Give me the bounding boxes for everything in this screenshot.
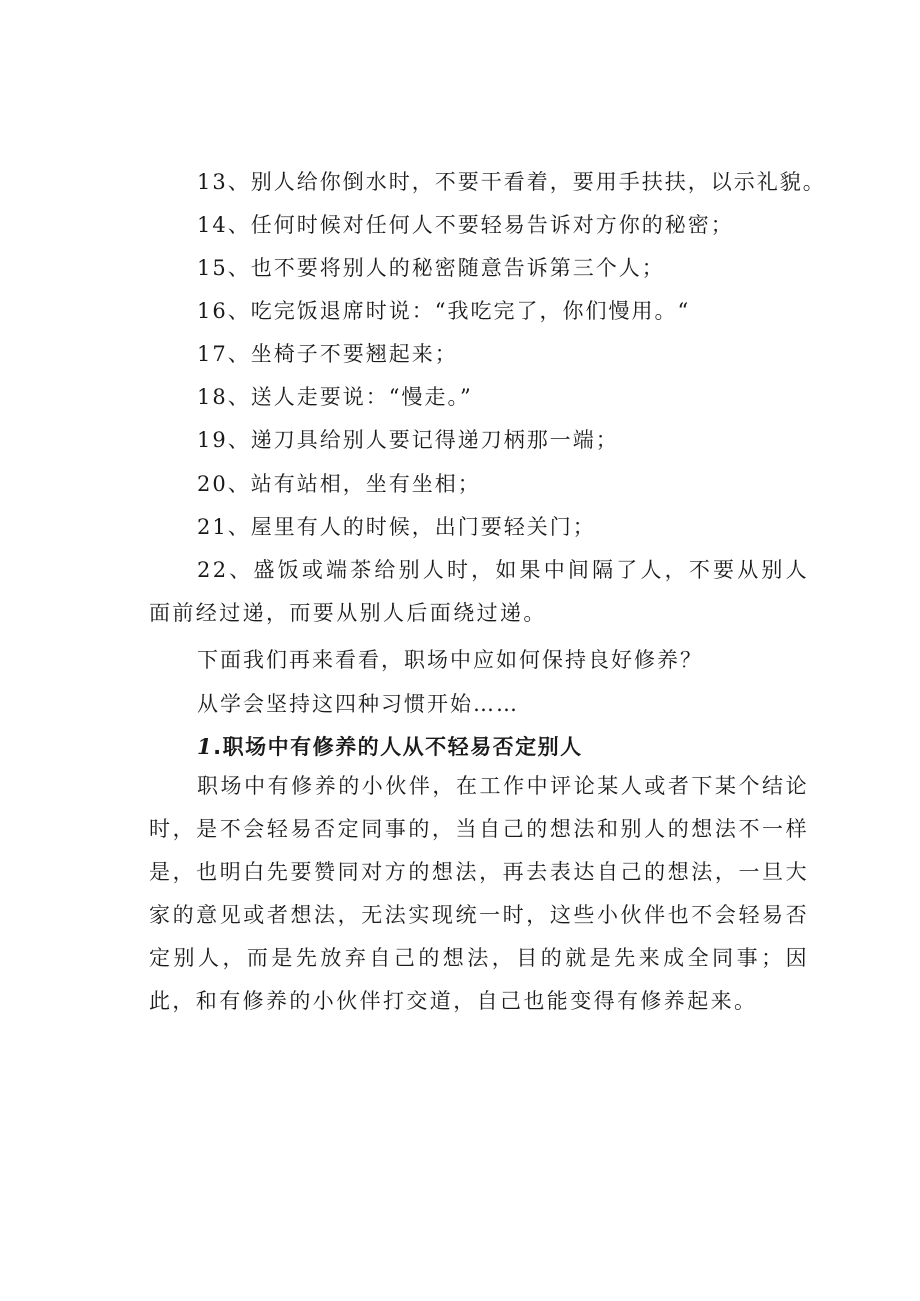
list-item-18: 18、送人走要说：“慢走。” xyxy=(197,385,473,409)
list-item-19: 19、递刀具给别人要记得递刀柄那一端； xyxy=(197,428,619,452)
list-item-21: 21、屋里有人的时候，出门要轻关门； xyxy=(197,515,596,539)
list-item-16: 16、吃完饭退席时说：“我吃完了，你们慢用。“ xyxy=(197,299,691,323)
list-item-15: 15、也不要将别人的秘密随意告诉第三个人； xyxy=(197,256,665,280)
list-item-17: 17、坐椅子不要翘起来； xyxy=(197,342,458,366)
section-heading xyxy=(197,732,583,762)
list-item-22: 22、盛饭或端茶给别人时，如果中间隔了人，不要从别人面前经过递，而要从别人后面绕过递。 xyxy=(149,558,809,625)
intro-habits: 从学会坚持这四种习惯开始…… xyxy=(197,692,519,716)
body-paragraph: 职场中有修养的小伙伴，在工作中评论某人或者下某个结论时，是不会轻易否定同事的，当自己的想法和别人的想法不一样是，也明白先要赞同对方的想法，再去表达自己的想法，一旦大家的意见或者想法，无法实现统一时，这些小伙伴也不会轻易否定别人，而是先放弃自己的想法，目的就是先来成全同事；因此，和有修养的小伙伴打交道，自己也能变得有修养起来。 xyxy=(149,774,809,1013)
list-item-14: 14、任何时候对任何人不要轻易告诉对方你的秘密； xyxy=(197,213,734,237)
section-title: .职场中有修养的人从不轻易否定别人 xyxy=(213,735,583,759)
section-number: 1 xyxy=(197,734,214,759)
list-item-13: 13、别人给你倒水时，不要干看着，要用手扶扶，以示礼貌。 xyxy=(197,170,826,194)
intro-question: 下面我们再来看看，职场中应如何保持良好修养？ xyxy=(197,648,703,672)
list-item-20: 20、站有站相，坐有坐相； xyxy=(197,472,481,496)
